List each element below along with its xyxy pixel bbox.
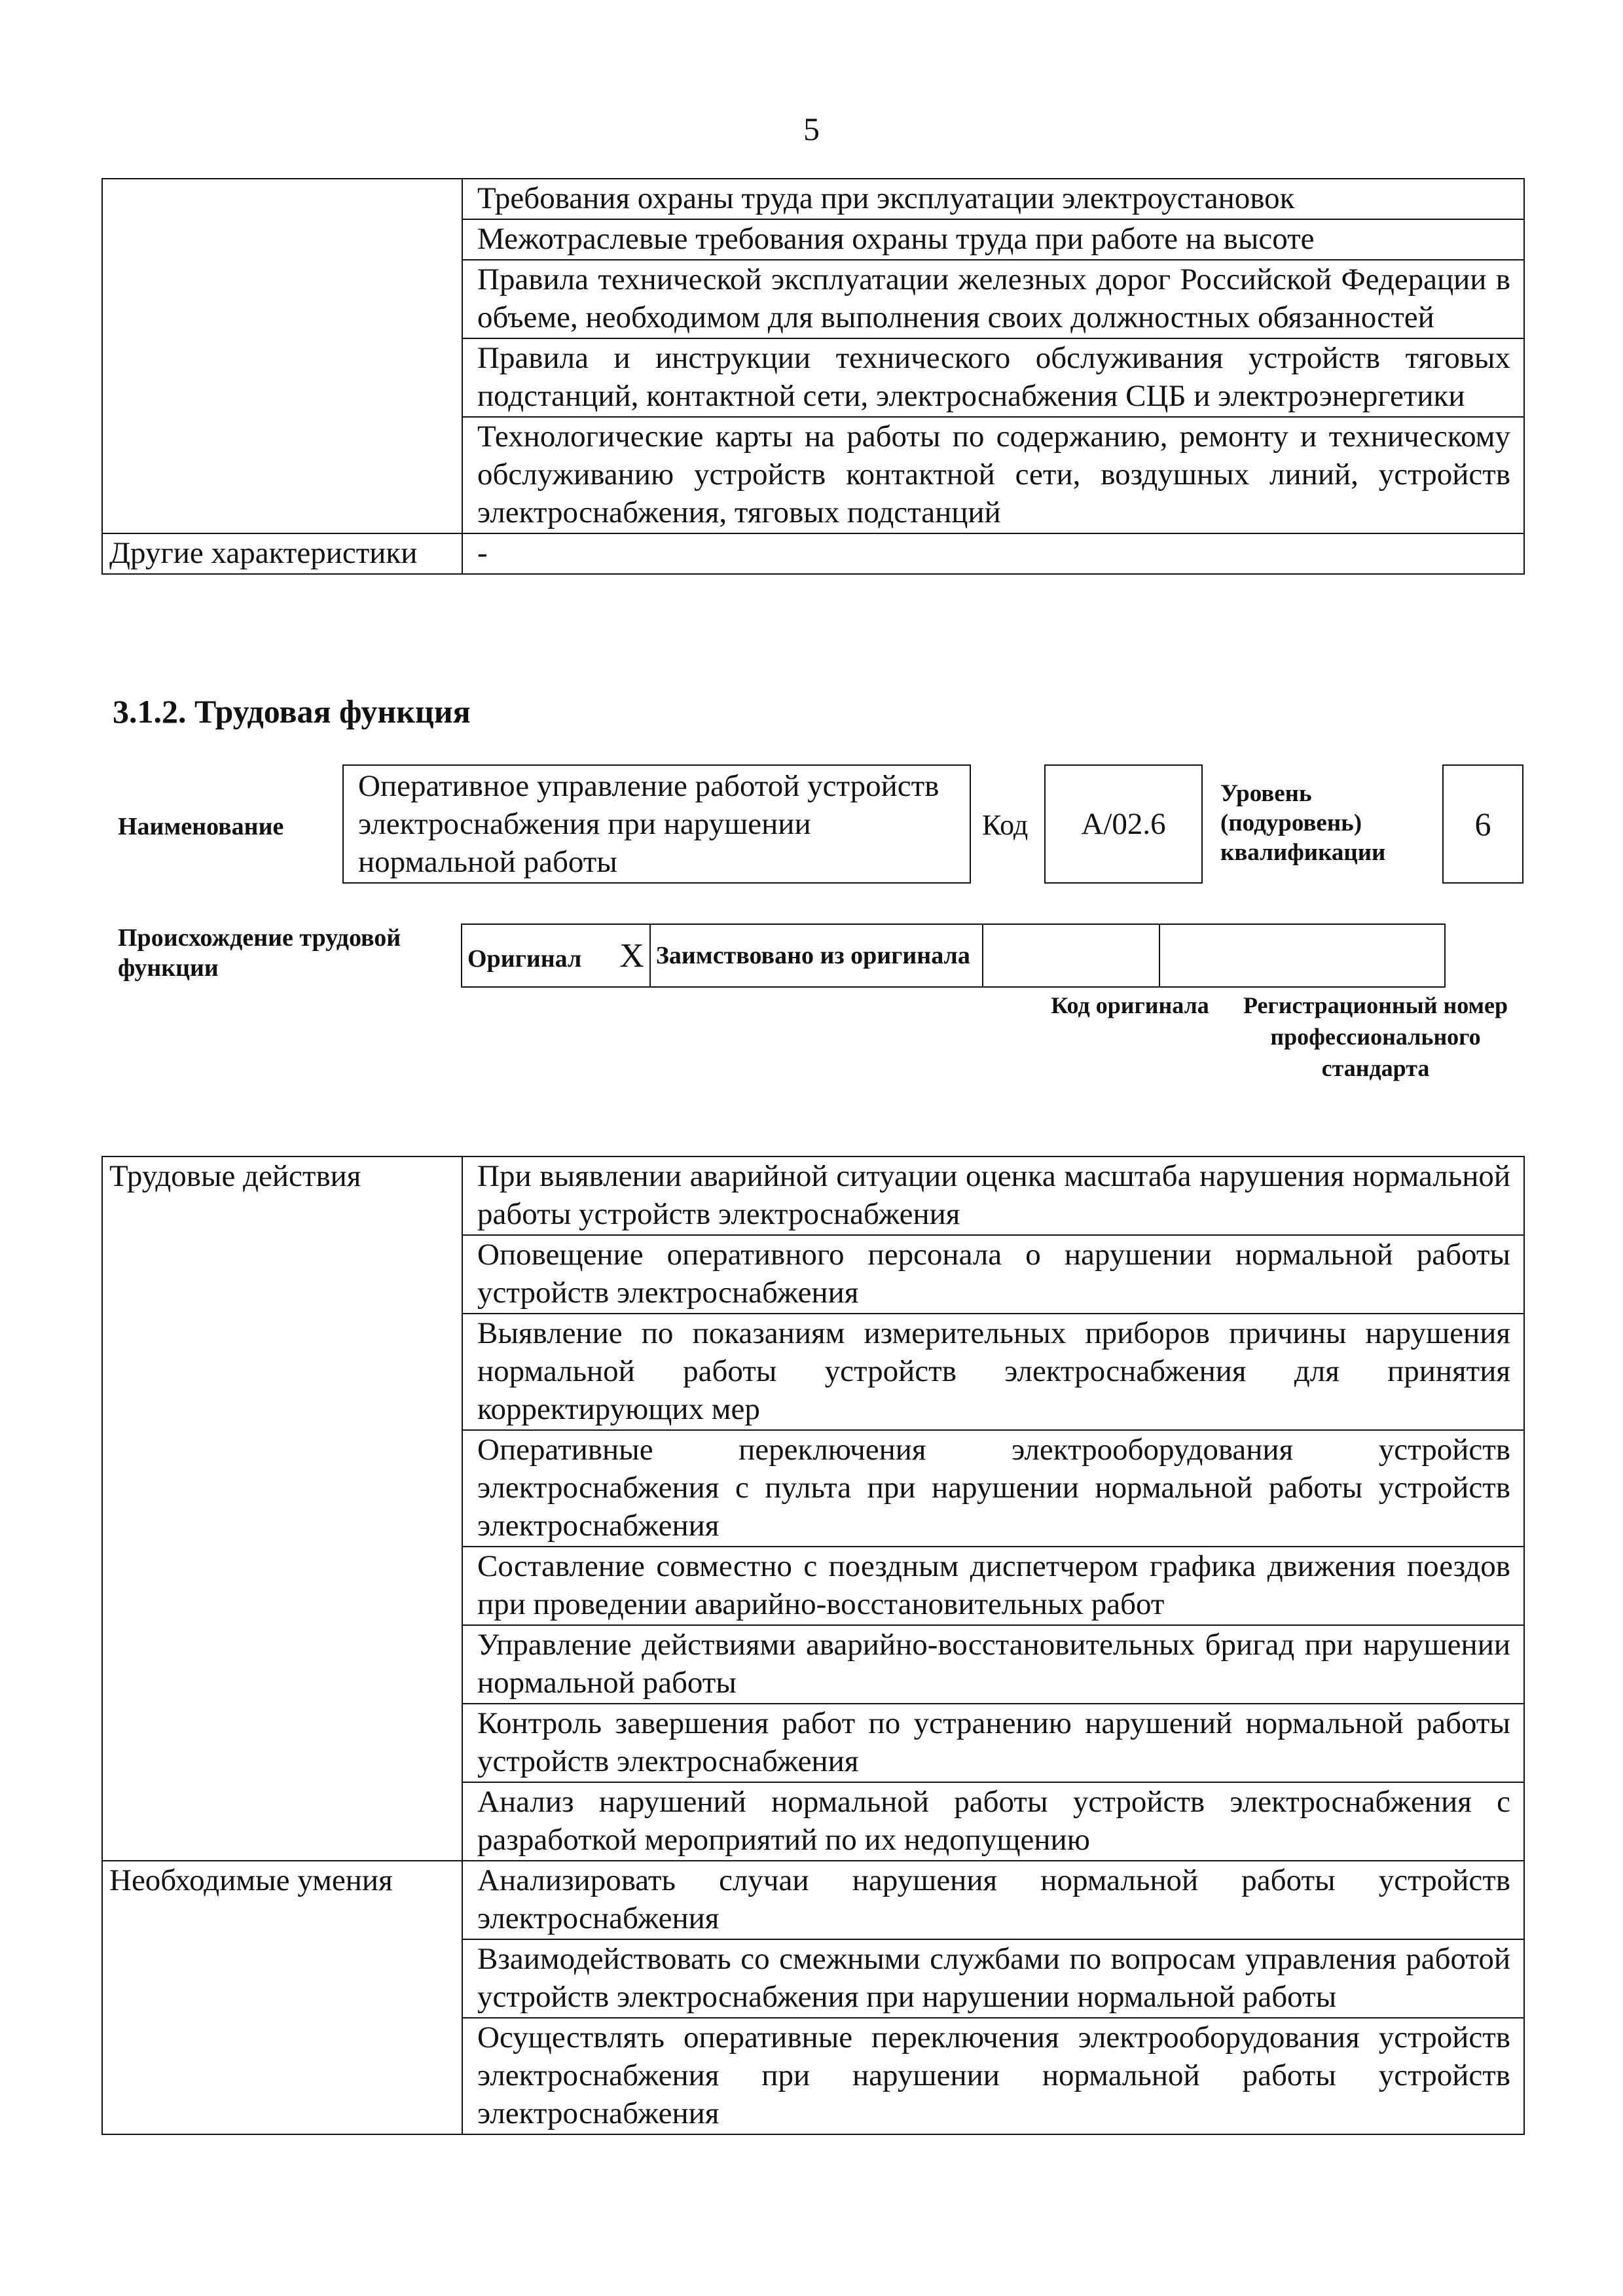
skill-item: Анализировать случаи нарушения нормальной работы устройств электроснабжения — [462, 1861, 1524, 1939]
table-row — [102, 1861, 1524, 1939]
knowledge-item: Требования охраны труда при эксплуатации электроустановок — [462, 179, 1524, 219]
function-name-label: Наименование — [118, 813, 284, 840]
other-characteristics-value: - — [462, 533, 1524, 574]
origin-table — [461, 924, 1446, 988]
table-row — [102, 179, 1524, 219]
registration-number-caption: Регистрационный номер профессионального стандарта — [1243, 992, 1508, 1081]
requirements-table — [101, 1156, 1525, 2135]
page-number: 5 — [803, 111, 820, 147]
skill-item: Осуществлять оперативные переключения электрооборудования устройств электроснабжения при нарушении нормальной работы устройств электроснабжения — [462, 2018, 1524, 2134]
labor-action-item: Оперативные переключения электрооборудования устройств электроснабжения с пульта при нарушении нормальной работы устройств электроснабжения — [462, 1430, 1524, 1547]
original-code-caption: Код оригинала — [1051, 992, 1209, 1018]
labor-action-item: Анализ нарушений нормальной работы устройств электроснабжения с разработкой мероприятий по их недопущению — [462, 1782, 1524, 1861]
qualification-level-label: Уровень (подуровень) квалификации — [1220, 780, 1386, 866]
skill-item: Взаимодействовать со смежными службами по вопросам управления работой устройств электроснабжения при нарушении нормальной работы — [462, 1939, 1524, 2018]
table-row — [102, 1157, 1524, 1235]
origin-original-cell — [462, 924, 650, 987]
labor-action-item: Контроль завершения работ по устранению нарушений нормальной работы устройств электроснабжения — [462, 1704, 1524, 1782]
function-origin-label: Происхождение трудовой функции — [118, 924, 401, 982]
skills-label: Необходимые умения — [102, 1861, 462, 2134]
function-name-value: Оперативное управление работой устройств электроснабжения при нарушении нормальной работы — [342, 764, 971, 884]
knowledge-table-continuation — [101, 178, 1525, 575]
function-code-value: A/02.6 — [1044, 764, 1203, 884]
borrowed-label: Заимствовано из оригинала — [650, 924, 983, 987]
labor-action-item: Составление совместно с поездным диспетчером графика движения поездов при проведении аварийно-восстановительных работ — [462, 1547, 1524, 1625]
knowledge-item: Технологические карты на работы по содержанию, ремонту и техническому обслуживанию устройств контактной сети, воздушных линий, устройств электроснабжения, тяговых подстанций — [462, 417, 1524, 533]
labor-action-item: Выявление по показаниям измерительных приборов причины нарушения нормальной работы устройств электроснабжения для принятия корректирующих мер — [462, 1314, 1524, 1430]
knowledge-item: Межотраслевые требования охраны труда при работе на высоте — [462, 219, 1524, 260]
labor-action-item: При выявлении аварийной ситуации оценка масштаба нарушения нормальной работы устройств электроснабжения — [462, 1157, 1524, 1235]
original-label: Оригинал — [467, 944, 582, 973]
qualification-level-value: 6 — [1442, 764, 1523, 884]
labor-action-item: Оповещение оперативного персонала о нарушении нормальной работы устройств электроснабжения — [462, 1235, 1524, 1314]
original-code-cell — [983, 924, 1159, 987]
knowledge-item: Правила и инструкции технического обслуживания устройств тяговых подстанций, контактной сети, электроснабжения СЦБ и электроэнергетики — [462, 338, 1524, 417]
knowledge-item: Правила технической эксплуатации железных дорог Российской Федерации в объеме, необходимом для выполнения своих должностных обязанностей — [462, 260, 1524, 338]
table-row — [462, 924, 1445, 987]
table-row — [102, 533, 1524, 574]
registration-number-cell — [1159, 924, 1445, 987]
empty-label-cell — [102, 179, 462, 533]
labor-actions-label: Трудовые действия — [102, 1157, 462, 1861]
labor-action-item: Управление действиями аварийно-восстановительных бригад при нарушении нормальной работы — [462, 1625, 1524, 1704]
section-heading: 3.1.2. Трудовая функция — [113, 693, 471, 730]
function-code-label: Код — [982, 809, 1029, 841]
other-characteristics-label: Другие характеристики — [102, 533, 462, 574]
original-mark: X — [619, 937, 644, 975]
